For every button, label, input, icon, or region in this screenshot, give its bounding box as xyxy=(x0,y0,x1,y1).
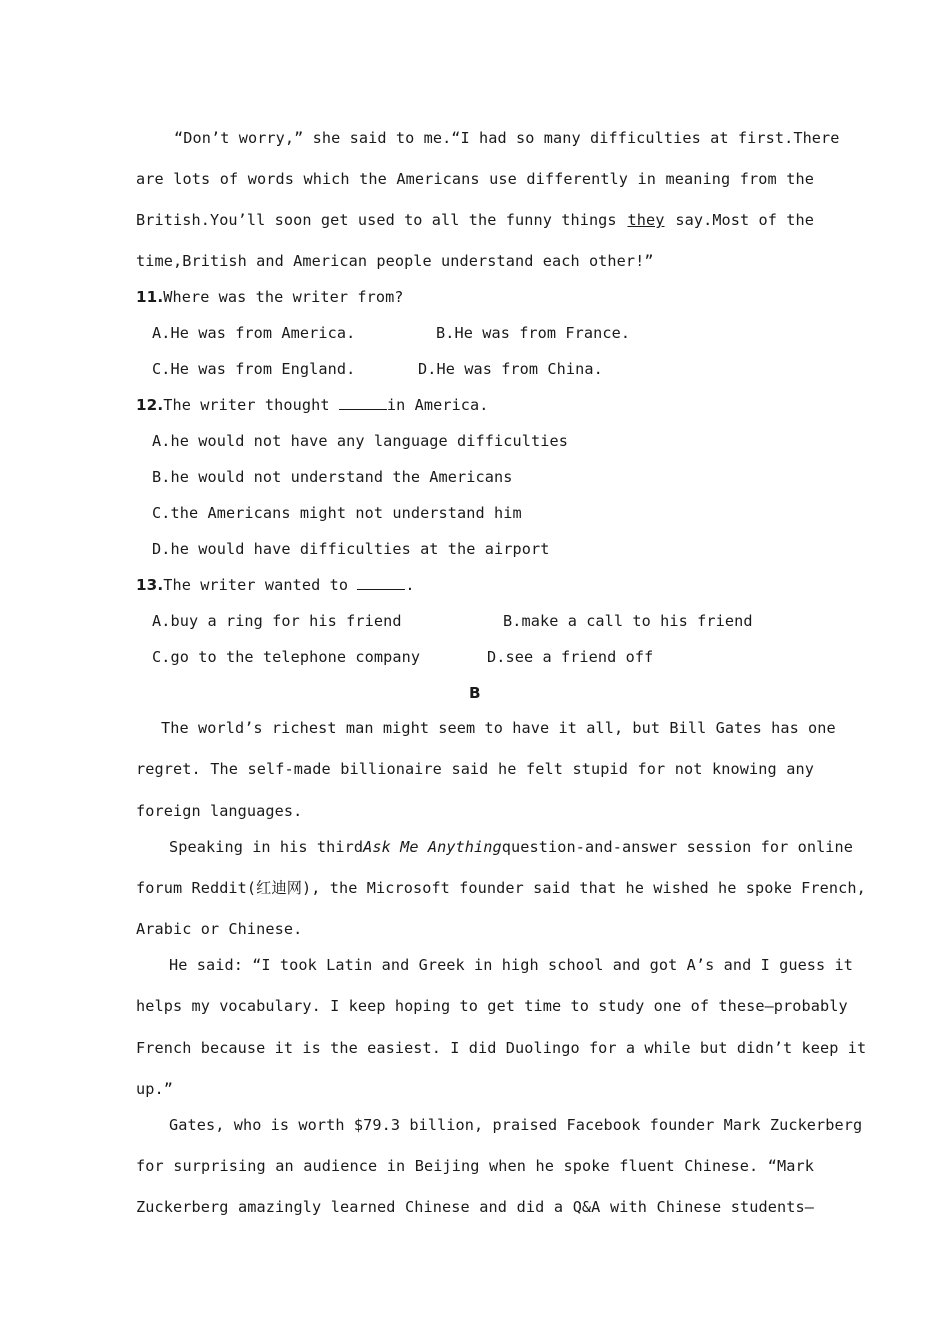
option-13b: B.make a call to his friend xyxy=(503,612,753,630)
passage-b-line-4-end: question-and-answer session for online xyxy=(501,838,854,856)
option-13c: C.go to the telephone company xyxy=(152,648,421,666)
passage-b-line-3: foreign languages. xyxy=(136,802,303,820)
question-stem-start: The writer thought xyxy=(163,396,330,414)
question-12 xyxy=(136,395,489,415)
passage-b-line-7: He said: “I took Latin and Greek in high school and got A’s and I guess it xyxy=(169,956,854,974)
passage-b-line-2: regret. The self-made billionaire said he felt stupid for not knowing any xyxy=(136,760,814,778)
question-stem: Where was the writer from? xyxy=(163,288,404,306)
option-13a: A.buy a ring for his friend xyxy=(152,612,402,630)
answer-blank xyxy=(339,396,387,410)
section-heading: B xyxy=(469,684,481,702)
option-11a: A.He was from America. xyxy=(152,324,356,342)
option-12c: C.the Americans might not understand him xyxy=(152,504,522,522)
question-number: 11. xyxy=(136,288,164,306)
passage-a-line-4: time,British and American people understand each other!” xyxy=(136,252,654,270)
passage-b-line-8: helps my vocabulary. I keep hoping to get time to study one of these—probably xyxy=(136,997,848,1015)
question-stem-end: . xyxy=(405,576,415,594)
option-12d: D.he would have difficulties at the airport xyxy=(152,540,550,558)
question-stem-end: in America. xyxy=(386,396,489,414)
option-11d: D.He was from China. xyxy=(418,360,603,378)
italic-title: Ask Me Anything xyxy=(363,838,502,856)
passage-b-line-4-start: Speaking in his third xyxy=(169,838,364,856)
question-number: 13. xyxy=(136,576,164,594)
question-stem-start: The writer wanted to xyxy=(163,576,349,594)
question-11 xyxy=(136,287,404,307)
option-13d: D.see a friend off xyxy=(487,648,654,666)
passage-b-line-9: French because it is the easiest. I did Duolingo for a while but didn’t keep it xyxy=(136,1039,867,1057)
passage-a-line-2: are lots of words which the Americans use differently in meaning from the xyxy=(136,170,814,188)
passage-b-line-5: forum Reddit(红迪网), the Microsoft founder said that he wished he spoke French, xyxy=(136,879,866,897)
passage-b-line-13: Zuckerberg amazingly learned Chinese and did a Q&A with Chinese students— xyxy=(136,1198,814,1216)
underlined-word-they: they xyxy=(627,211,665,229)
passage-b-line-12: for surprising an audience in Beijing when he spoke fluent Chinese. “Mark xyxy=(136,1157,814,1175)
passage-b-line-6: Arabic or Chinese. xyxy=(136,920,303,938)
passage-b-line-1: The world’s richest man might seem to have it all, but Bill Gates has one xyxy=(161,719,836,737)
question-number: 12. xyxy=(136,396,164,414)
answer-blank xyxy=(357,576,405,590)
passage-a-line-1: “Don’t worry,” she said to me.“I had so many difficulties at first.There xyxy=(174,129,840,147)
passage-b-line-10: up.” xyxy=(136,1080,173,1098)
passage-a-line-3 xyxy=(136,210,814,230)
option-11c: C.He was from England. xyxy=(152,360,356,378)
option-12b: B.he would not understand the Americans xyxy=(152,468,513,486)
question-13 xyxy=(136,575,415,595)
passage-b-line-4 xyxy=(169,837,854,857)
option-12a: A.he would not have any language difficulties xyxy=(152,432,568,450)
option-11b: B.He was from France. xyxy=(436,324,631,342)
passage-a-line-3-start: British.You’ll soon get used to all the funny things xyxy=(136,211,617,229)
passage-a-line-3-end: say.Most of the xyxy=(675,211,814,229)
passage-b-line-11: Gates, who is worth $79.3 billion, praised Facebook founder Mark Zuckerberg xyxy=(169,1116,863,1134)
